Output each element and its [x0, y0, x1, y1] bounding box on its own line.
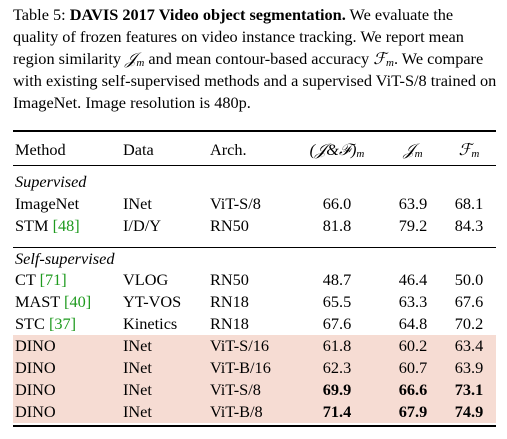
citation-link[interactable]: [71]: [39, 270, 67, 289]
method-cell: [15, 357, 56, 379]
table-row: [13, 401, 496, 423]
arch-cell: ViT-S/8: [210, 380, 261, 399]
method-name: DINO: [15, 336, 56, 355]
table-header-row: [13, 139, 496, 161]
table-row: [13, 215, 496, 237]
data-cell: INet: [123, 402, 152, 421]
j-mean-cell: 60.2: [398, 336, 428, 355]
j-mean-cell: 64.8: [398, 314, 428, 333]
j-mean-cell: 79.2: [398, 216, 428, 235]
arch-cell: RN50: [210, 270, 249, 289]
jf-mean-cell: 48.7: [322, 270, 352, 289]
caption-body-3: . We compare with existing self-supervised methods and a supervised ViT-S/8 trained on ImageNet. Image resolution is 480p.: [13, 49, 497, 112]
jf-mean-cell: 71.4: [322, 402, 352, 421]
method-cell: [15, 193, 79, 215]
method-cell: [15, 269, 67, 291]
table-row: [13, 291, 496, 313]
table-row: [13, 379, 496, 401]
table-row: [13, 335, 496, 357]
arch-cell: RN18: [210, 314, 249, 333]
data-cell: INet: [123, 380, 152, 399]
data-cell: INet: [123, 358, 152, 377]
method-cell: [15, 401, 56, 423]
method-name: DINO: [15, 380, 56, 399]
citation-link[interactable]: [40]: [64, 292, 92, 311]
j-mean-cell: 63.9: [398, 194, 428, 213]
arch-cell: RN50: [210, 216, 249, 235]
method-cell: [15, 215, 80, 237]
data-cell: YT-VOS: [123, 292, 182, 311]
caption-label: Table 5:: [13, 5, 66, 24]
caption-body-2: and mean contour-based accuracy: [144, 49, 374, 68]
arch-cell: ViT-B/16: [210, 358, 271, 377]
arch-cell: ViT-S/16: [210, 336, 270, 355]
arch-cell: RN18: [210, 292, 249, 311]
f-mean-cell: 70.2: [454, 314, 484, 333]
f-mean-cell: 68.1: [454, 194, 484, 213]
data-cell: I/D/Y: [123, 216, 161, 235]
f-mean-cell: 84.3: [454, 216, 484, 235]
f-mean-cell: 74.9: [454, 402, 484, 421]
method-cell: [15, 291, 91, 313]
table-row: [13, 313, 496, 335]
section-heading: Supervised: [15, 172, 87, 191]
method-cell: [15, 335, 56, 357]
data-cell: INet: [123, 336, 152, 355]
method-name: ImageNet: [15, 194, 80, 213]
jf-mean-cell: 67.6: [322, 314, 352, 333]
table-row: [13, 269, 496, 291]
table-caption: [13, 4, 497, 114]
f-mean-cell: 73.1: [454, 380, 484, 399]
method-name: STM: [15, 216, 49, 235]
table-row: [13, 357, 496, 379]
fm-subscript: m: [386, 57, 394, 69]
header-data: Data: [123, 140, 154, 159]
method-name: CT: [15, 270, 36, 289]
table-top-rule: [13, 130, 496, 132]
method-cell: [15, 379, 56, 401]
jm-subscript: m: [136, 57, 145, 69]
section-heading: Self-supervised: [15, 249, 115, 268]
citation-link[interactable]: [37]: [48, 314, 77, 333]
data-cell: INet: [123, 194, 152, 213]
j-mean-cell: 66.6: [398, 380, 428, 399]
table-row: [13, 193, 496, 215]
arch-cell: ViT-B/8: [210, 402, 263, 421]
header-jf-mean: $(𝒥\&ℱ)_m$: [309, 140, 365, 160]
j-mean-cell: 46.4: [398, 270, 428, 289]
f-mean-cell: 50.0: [454, 270, 484, 289]
jf-mean-cell: 66.0: [322, 194, 352, 213]
header-method: Method: [15, 140, 66, 159]
header-rule: [13, 165, 496, 166]
data-cell: VLOG: [123, 270, 169, 289]
f-mean-cell: 63.4: [454, 336, 484, 355]
section-heading-row: [13, 248, 496, 270]
j-mean-cell: 63.3: [398, 292, 428, 311]
f-mean-cell: 67.6: [454, 292, 484, 311]
jf-mean-cell: 65.5: [322, 292, 352, 311]
data-cell: Kinetics: [123, 314, 178, 333]
header-f-mean: ℱ$_m$: [458, 140, 480, 160]
method-name: STC: [15, 314, 45, 333]
citation-link[interactable]: [48]: [52, 216, 80, 235]
j-mean-cell: 60.7: [398, 358, 428, 377]
method-cell: [15, 313, 76, 335]
caption-title: DAVIS 2017 Video object segmentation.: [69, 5, 346, 24]
method-name: MAST: [15, 292, 60, 311]
jf-mean-cell: 81.8: [322, 216, 352, 235]
header-arch: Arch.: [210, 140, 247, 159]
jm-symbol: 𝒥: [125, 49, 137, 68]
j-mean-cell: 67.9: [398, 402, 428, 421]
f-mean-cell: 63.9: [454, 358, 484, 377]
caption-body-1: We evaluate the quality of frozen features on video instance tracking. We report mean region similarity: [13, 5, 464, 68]
table-bottom-rule: [13, 425, 496, 427]
jf-mean-cell: 69.9: [322, 380, 352, 399]
method-name: DINO: [15, 402, 56, 421]
jf-mean-cell: 62.3: [322, 358, 352, 377]
header-j-mean: 𝒥$_m$: [403, 140, 423, 160]
jf-mean-cell: 61.8: [322, 336, 352, 355]
fm-symbol: ℱ: [373, 49, 386, 68]
arch-cell: ViT-S/8: [210, 194, 261, 213]
section-heading-row: [13, 171, 496, 193]
method-name: DINO: [15, 358, 56, 377]
